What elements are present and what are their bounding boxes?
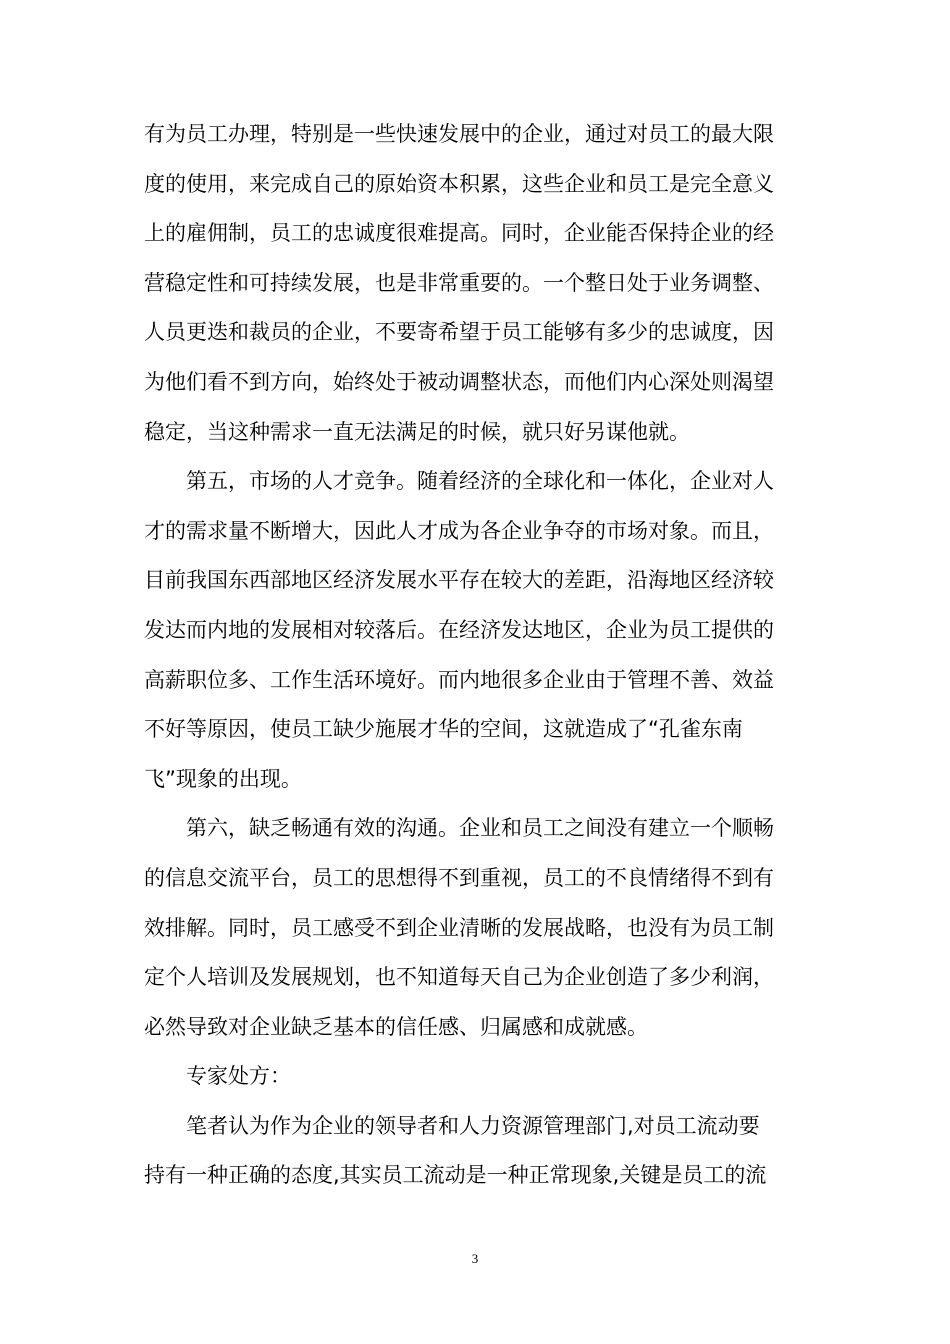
text-line-6: 为他们看不到方向，始终处于被动调整状态，而他们内心深处则渴望	[144, 369, 774, 394]
text-line-3: 上的雇佣制，员工的忠诚度很难提高。同时，企业能否保持企业的经	[144, 221, 774, 246]
text-line-16: 的信息交流平台，员工的思想得不到重视，员工的不良情绪得不到有	[144, 865, 774, 890]
page-number: 3	[471, 1251, 479, 1266]
text-line-22: 持有一种正确的态度,其实员工流动是一种正常现象,关键是员工的流	[144, 1163, 767, 1188]
text-line-1: 有为员工办理，特别是一些快速发展中的企业，通过对员工的最大限	[144, 122, 774, 146]
text-line-17: 效排解。同时，员工感受不到企业清晰的发展战略，也没有为员工制	[144, 915, 774, 940]
text-line-21: 笔者认为作为企业的领导者和人力资源管理部门,对员工流动要	[144, 1113, 760, 1138]
text-line-10: 目前我国东西部地区经济发展水平存在较大的差距，沿海地区经济较	[144, 568, 774, 593]
text-line-14: 飞”现象的出现。	[144, 766, 302, 791]
text-line-5: 人员更迭和裁员的企业，不要寄希望于员工能够有多少的忠诚度，因	[144, 320, 774, 345]
text-line-12: 高薪职位多、工作生活环境好。而内地很多企业由于管理不善、效益	[144, 667, 774, 692]
text-line-2: 度的使用，来完成自己的原始资本积累，这些企业和员工是完全意义	[144, 171, 774, 196]
body-text	[144, 110, 814, 1201]
text-line-7: 稳定，当这种需求一直无法满足的时候，就只好另谋他就。	[144, 419, 690, 444]
text-line-13: 不好等原因，使员工缺少施展才华的空间，这就造成了“孔雀东南	[144, 717, 743, 742]
text-line-15: 第六，缺乏畅通有效的沟通。企业和员工之间没有建立一个顺畅	[144, 816, 774, 841]
text-line-20: 专家处方：	[144, 1064, 291, 1089]
text-line-18: 定个人培训及发展规划，也不知道每天自己为企业创造了多少利润，	[144, 965, 774, 990]
text-line-11: 发达而内地的发展相对较落后。在经济发达地区，企业为员工提供的	[144, 617, 774, 642]
text-line-9: 才的需求量不断增大，因此人才成为各企业争夺的市场对象。而且，	[144, 518, 774, 543]
text-line-19: 必然导致对企业缺乏基本的信任感、归属感和成就感。	[144, 1014, 648, 1039]
text-line-8: 第五，市场的人才竞争。随着经济的全球化和一体化，企业对人	[144, 469, 774, 494]
text-line-4: 营稳定性和可持续发展，也是非常重要的。一个整日处于业务调整、	[144, 270, 774, 295]
